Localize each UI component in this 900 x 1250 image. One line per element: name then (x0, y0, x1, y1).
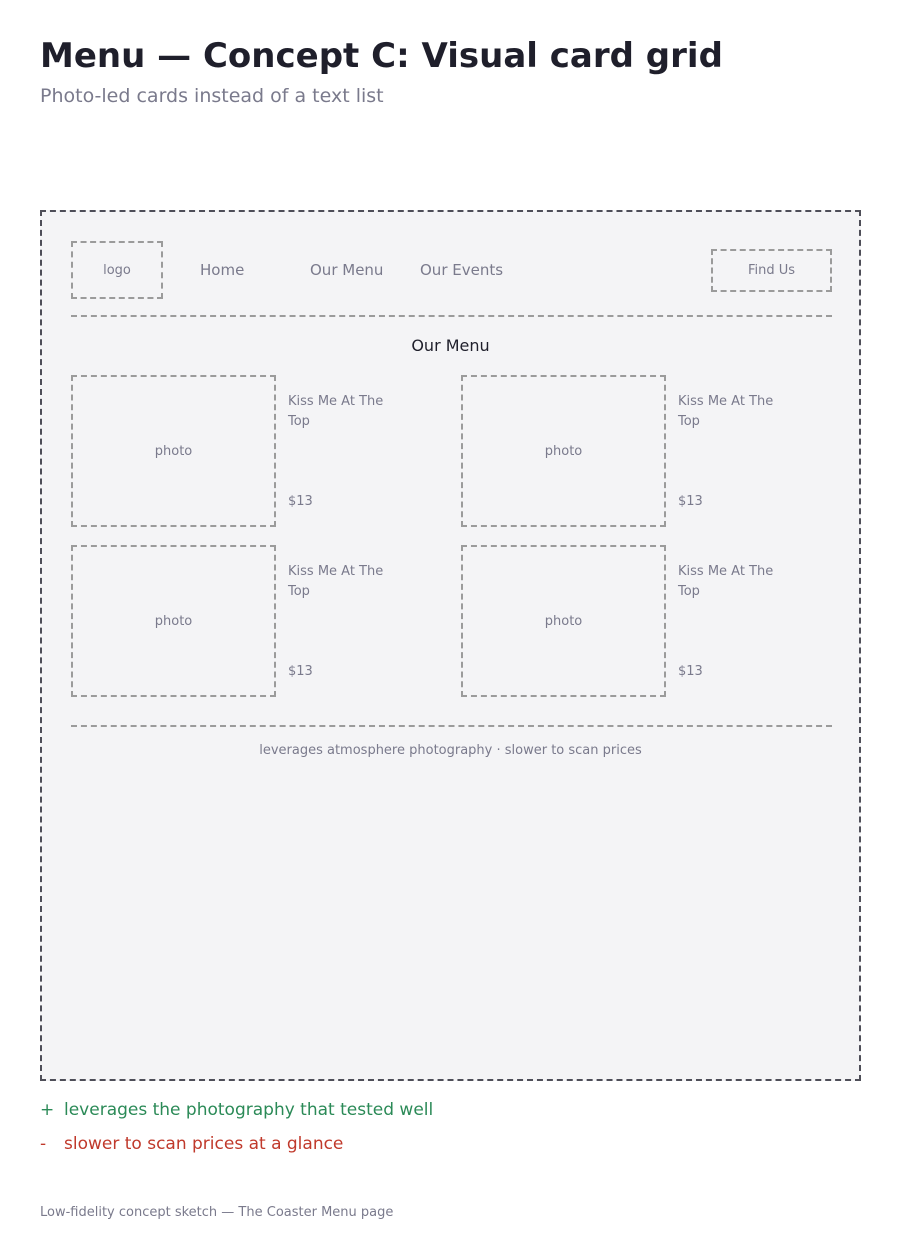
photo-placeholder: photo (71, 375, 276, 527)
nav-item-home[interactable]: Home (200, 261, 245, 279)
menu-card[interactable] (461, 545, 846, 697)
menu-card[interactable] (461, 375, 846, 527)
photo-placeholder: photo (461, 545, 666, 697)
logo-placeholder[interactable]: logo (71, 241, 163, 299)
find-us-button[interactable]: Find Us (711, 249, 832, 292)
con-note-text: slower to scan prices at a glance (64, 1134, 344, 1154)
footer-caption: Low-fidelity concept sketch — The Coaster Menu page (40, 1205, 394, 1220)
page-subtitle: Photo-led cards instead of a text list (40, 85, 384, 107)
menu-item-name: Kiss Me At The Top (288, 394, 384, 429)
menu-item-price: $13 (678, 494, 703, 509)
menu-item-name: Kiss Me At The Top (678, 564, 774, 599)
header-divider (71, 315, 832, 317)
footer-divider (71, 725, 832, 727)
con-note (40, 1134, 343, 1154)
page-title: Menu — Concept C: Visual card grid (40, 36, 723, 76)
menu-card[interactable] (71, 545, 456, 697)
menu-item-price: $13 (288, 664, 313, 679)
menu-card[interactable] (71, 375, 456, 527)
pro-note (40, 1100, 433, 1120)
menu-item-name: Kiss Me At The Top (678, 394, 774, 429)
minus-icon: - (40, 1134, 47, 1154)
nav-item-our-events[interactable]: Our Events (420, 261, 504, 279)
wireframe-frame (40, 210, 861, 1081)
wireframe-caption: leverages atmosphere photography · slower to scan prices (259, 743, 642, 758)
menu-item-name: Kiss Me At The Top (288, 564, 384, 599)
menu-item-price: $13 (288, 494, 313, 509)
photo-placeholder: photo (71, 545, 276, 697)
plus-icon: + (40, 1100, 55, 1120)
photo-placeholder: photo (461, 375, 666, 527)
pro-note-text: leverages the photography that tested well (64, 1100, 434, 1120)
nav-item-our-menu[interactable]: Our Menu (310, 261, 384, 279)
section-title: Our Menu (411, 336, 490, 355)
menu-item-price: $13 (678, 664, 703, 679)
